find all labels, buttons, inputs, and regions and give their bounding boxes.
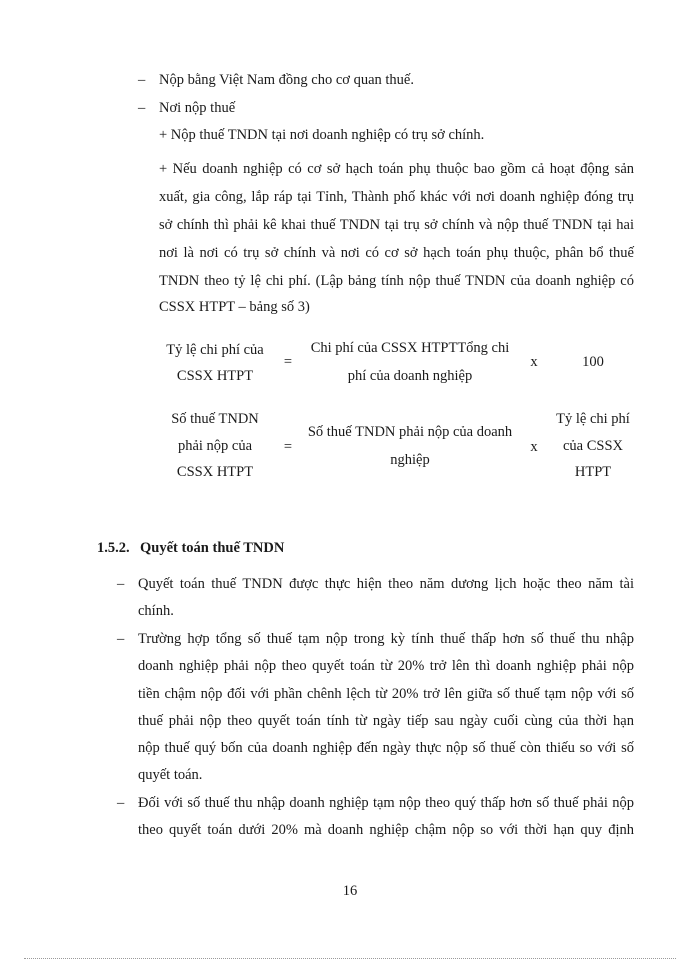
- formula-lhs-line: phải nộp của: [177, 438, 253, 454]
- paragraph-line: Đối với số thuế thu nhập doanh nghiệp tạm nộp theo quý thấp hơn số thuế phải nộp: [138, 795, 634, 811]
- paragraph-line: nộp thuế quý bốn của doanh nghiệp đến ngày thực nộp số thuế còn thiếu so với số: [138, 740, 634, 756]
- dash-marker: –: [138, 72, 146, 88]
- sub-item-branch-line: + Nếu doanh nghiệp có cơ sở hạch toán phụ thuộc bao gồm cả hoạt động sản: [159, 161, 634, 177]
- formula-lhs-line: CSSX HTPT: [176, 368, 254, 384]
- formula-rhs-line: Chi phí của CSSX HTPTTổng chi: [310, 340, 510, 356]
- page-number: 16: [342, 883, 358, 899]
- formula-factor-line: của CSSX: [562, 438, 624, 454]
- sub-item-branch-line: sở chính thì phải kê khai thuế TNDN tại trụ sở chính và nộp thuế TNDN tại hai: [159, 217, 634, 233]
- multiply-sign: x: [530, 354, 538, 370]
- section-title: Quyết toán thuế TNDN: [140, 540, 285, 556]
- formula-rhs-line: phí của doanh nghiệp: [347, 368, 473, 384]
- multiply-sign: x: [530, 439, 538, 455]
- paragraph-line: theo quyết toán dưới 20% mà doanh nghiệp chậm nộp so với thời hạn quy định: [138, 822, 634, 838]
- formula-rhs-line: Số thuế TNDN phải nộp của doanh: [307, 424, 513, 440]
- formula-rhs-line: nghiệp: [390, 452, 430, 468]
- sub-item-head-office: + Nộp thuế TNDN tại nơi doanh nghiệp có trụ sở chính.: [159, 127, 485, 143]
- bullet-pay-currency: Nộp bằng Việt Nam đồng cho cơ quan thuế.: [159, 72, 414, 88]
- dash-marker: –: [117, 631, 125, 647]
- formula-factor-line: Tỷ lệ chi phí: [556, 411, 630, 427]
- paragraph-line: Quyết toán thuế TNDN được thực hiện theo năm dương lịch hoặc theo năm tài: [138, 576, 634, 592]
- formula-factor-line: 100: [582, 354, 604, 370]
- paragraph-line: doanh nghiệp phải nộp theo quyết toán từ 20% trở lên thì doanh nghiệp phải nộp: [138, 658, 634, 674]
- sub-item-branch-line: xuất, gia công, lắp ráp tại Tỉnh, Thành phố khác với nơi doanh nghiệp đóng trụ: [159, 189, 634, 205]
- paragraph-line: tiền chậm nộp đối với phần chênh lệch từ 20% trở lên giữa số thuế tạm nộp với số: [138, 686, 634, 702]
- formula-factor-line: HTPT: [574, 464, 612, 480]
- formula-lhs-line: CSSX HTPT: [176, 464, 254, 480]
- section-number: 1.5.2.: [97, 540, 130, 556]
- dash-marker: –: [117, 795, 125, 811]
- dash-marker: –: [117, 576, 125, 592]
- equals-sign: =: [283, 439, 293, 455]
- sub-item-branch-line: TNDN theo tỷ lệ chi phí. (Lập bảng tính nộp thuế TNDN của doanh nghiệp có: [159, 273, 634, 289]
- formula-lhs-line: Số thuế TNDN: [171, 411, 259, 427]
- bullet-payment-place: Nơi nộp thuế: [159, 100, 236, 116]
- paragraph-line: quyết toán.: [138, 767, 203, 783]
- formula-lhs-line: Tỷ lệ chi phí của: [166, 342, 264, 358]
- paragraph-line: thuế phải nộp theo quyết toán tính từ ngày tiếp sau ngày cuối cùng của thời hạn: [138, 713, 634, 729]
- sub-item-branch-line: CSSX HTPT – bảng số 3): [159, 299, 310, 315]
- sub-item-branch-line: nơi là nơi có trụ sở chính và nơi có cơ sở hạch toán phụ thuộc, phân bổ thuế: [159, 245, 634, 261]
- paragraph-line: chính.: [138, 603, 174, 619]
- page-bottom-rule: [24, 958, 676, 959]
- paragraph-line: Trường hợp tổng số thuế tạm nộp trong kỳ tính thuế thấp hơn số thuế thu nhập: [138, 631, 634, 647]
- equals-sign: =: [283, 354, 293, 370]
- dash-marker: –: [138, 100, 146, 116]
